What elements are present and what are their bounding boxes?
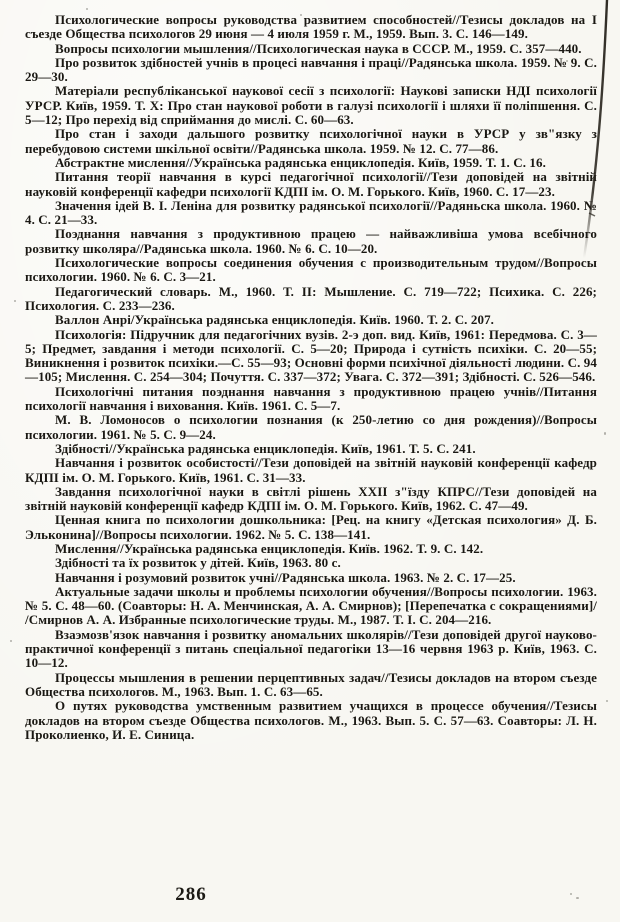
bibliography-entry: Процессы мышления в решении перцептивных задач/​/​Тезисы докладов на втором съезде Общества психологов. М., 1963. Вып. 1. С. 63—65. bbox=[25, 669, 597, 699]
bibliography-entry: Ценная книга по психологии дошкольника: [Рец. на книгу «Детская психология» Д. Б. Эльконина]/​/​Вопросы психологии. 1962. № 5. С. 138—141. bbox=[25, 512, 597, 542]
bibliography-entry: Психологічні питания поэднання навчання з продуктивною працею учнів/​/​Питання психології навчання і виховання. Київ. 1961. С. 5—7. bbox=[25, 383, 597, 414]
bibliography-entry: Мислення/​/​Українська радянська енциклопедія. Київ. 1962. Т. 9. С. 142. bbox=[55, 540, 484, 556]
page-number: 286 bbox=[175, 884, 207, 905]
bibliography-entry: Психологія: Підручник для педагогічних вузів. 2-э доп. вид. Київ, 1961: Передмова. С. 3—5; Предмет, завдання і методи психології. С. 5—20; Природа і сутність психіки. С. 20—55; Виникнення і розвиток психіки.—С. 55—93; Основні форми психічної діяльності людини. С. 94—105; Мислення. С. 254—304; Почуття. С. 337—372; Увага. С. 372—391; Здібності. С. 526—546. bbox=[25, 326, 597, 385]
bibliography-entry: Абстрактне мислення/​/​Українська радянська енциклопедія. Київ, 1959. Т. 1. С. 16. bbox=[55, 154, 546, 170]
bibliography-entry: Валлон Анрі/​Українська радянська енциклопедія. Київ. 1960. Т. 2. С. 207. bbox=[55, 312, 495, 328]
bibliography-entry: М. В. Ломоносов о психологии познания (к 250-летию со дня рождения)/​/​Вопросы психологии. 1961. № 5. С. 9—24. bbox=[25, 412, 597, 442]
bibliography-entry: Значення ідей В. І. Леніна для розвитку радянської психології/​/​Радяньска школа. 1960. № 4. С. 21—33. bbox=[25, 197, 597, 228]
bibliography-entry: Взаэмозв'язок навчання і розвитку аномальних школярів/​/​Тези доповідей другої науково-практичної конференції з питань спеціальної педагогіки 13—16 червня 1963 р. Київ, 1963. С. 10—12. bbox=[25, 626, 597, 671]
bibliography-entry: Психологические вопросы руководства развитием способностей/​/​Тезисы докладов на I съезде Общества психологов 29 июня — 4 июля 1959 г. М., 1959. Вып. 3. С. 146—149. bbox=[25, 12, 597, 42]
bibliography-entry: Вопросы психологии мышления/​/​Психологическая наука в СССР. М., 1959. С. 357—440. bbox=[55, 40, 582, 56]
bibliography-entry: О путях руководства умственным развитием учащихся в процессе обучения/​/​Тезисы докладов на втором съезде Общества психологов. М., 1963. Вып. 5. С. 57—63. Соавторы: Л. Н. Проколиенко, И. Е. Синица. bbox=[25, 698, 597, 742]
bibliography-entry: Психологические вопросы соединения обучения с производительным трудом/​/​Вопросы психологии. 1960. № 6. С. 3—21. bbox=[25, 255, 597, 285]
scan-speck bbox=[570, 893, 572, 895]
bibliography-entry: Питання теорії навчання в курсі педагогічної психології/​/​Тези доповідей на звітній науковій конференції кафедри психології КДПІ ім. О. М. Горького. Київ, 1960. С. 17—23. bbox=[25, 169, 597, 199]
bibliography-entry: Матеріали республіканської наукової сесії з психології: Наукові записки НДІ психології УРСР. Київ, 1959. Т. X: Про стан наукової роботи в галузі психології і шляхи її поліпшення. С. 5—12; Про перехід від сприймання до мислі. С. 60—63. bbox=[25, 83, 597, 128]
bibliography-entry: Педагогический словарь. М., 1960. Т. II: Мышление. С. 719—722; Психика. С. 226; Психология. С. 233—236. bbox=[25, 283, 597, 313]
scan-speck bbox=[576, 897, 579, 899]
bibliography-entry: Навчання і розвиток особистості/​/​Тези доповідей на звітній науковій конференції кафедр КДПІ ім. О. М. Горького. Київ, 1961. С. 31—33. bbox=[25, 455, 597, 485]
scan-speck bbox=[606, 700, 608, 702]
bibliography-entry: Про стан і заходи дальшого розвитку психологічної науки в УРСР у зв"язку з перебудовою системи шкільної освіти/​/​Радянська школа. 1959. № 12. С. 77—86. bbox=[25, 126, 597, 156]
scan-speck bbox=[86, 8, 88, 10]
bibliography-entry: Завдання психологічної науки в світлі рішень XXII з"їзду КПРС/​/​Тези доповідей на звітній науковій конференції кафедр КДПІ ім. О. М. Горького. Київ, 1962. С. 47—49. bbox=[25, 483, 597, 514]
scan-speck bbox=[604, 432, 606, 435]
bibliography-entry: Здібності та їх розвиток у дітей. Київ, 1963. 80 с. bbox=[55, 555, 341, 571]
scan-speck bbox=[14, 300, 16, 302]
bibliography-entry: Поэднання навчання з продуктивною працею — найважливіша умова всебічного розвитку школяра/​/​Радянська школа. 1960. № 6. С. 10—20. bbox=[25, 226, 597, 256]
bibliography-entry: Навчання і розумовий розвиток учні/​/​Радянська школа. 1963. № 2. С. 17—25. bbox=[55, 569, 516, 585]
scan-speck bbox=[10, 640, 12, 642]
bibliography-entry: Здібності/​/​Українська радянська енциклопедія. Київ, 1961. Т. 5. С. 241. bbox=[55, 440, 476, 456]
bibliography-entry: Про розвиток здібностей учнів в процесі навчання і праці/​/​Радянська школа. 1959. № 9. С. 29—30. bbox=[25, 54, 597, 85]
bibliography-list bbox=[25, 13, 597, 742]
bibliography-entry: Актуальные задачи школы и проблемы психологии обучения/​/​Вопросы психологии. 1963. № 5. С. 48—60. (Соавторы: Н. А. Менчинская, А. А. Смирнов); [Перепечатка с сокращениями]/​/​Смирнов А. А. Избранные психологические труды. М., 1987. Т. I. С. 204—216. bbox=[25, 583, 597, 628]
